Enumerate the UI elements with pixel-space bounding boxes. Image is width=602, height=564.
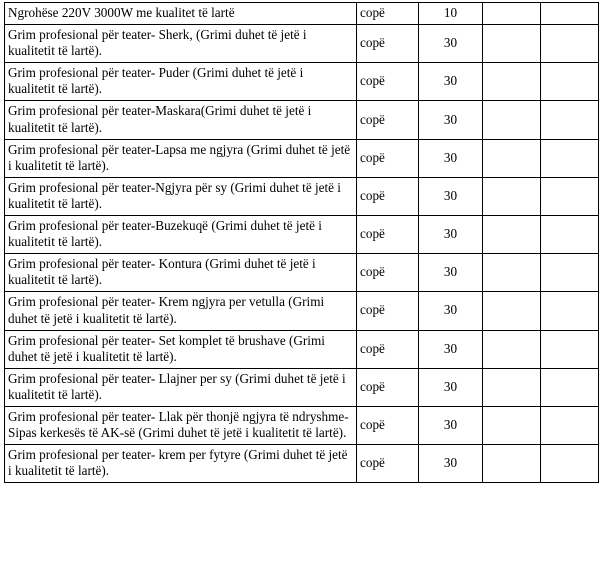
item-description: Ngrohëse 220V 3000W me kualitet të lartë — [8, 5, 235, 20]
item-unit-cell: copë — [357, 368, 419, 406]
item-description-cell — [5, 101, 357, 139]
table-row — [5, 25, 599, 63]
item-description-cell — [5, 445, 357, 483]
table-row — [5, 445, 599, 483]
items-table-body — [5, 3, 599, 483]
document-page — [0, 2, 602, 564]
item-price1-cell — [483, 25, 541, 63]
item-description: Grim profesional për teater- Set komplet të brushave (Grimi duhet të jetë i kualitetit të lartë). — [8, 332, 325, 364]
item-description-cell — [5, 216, 357, 254]
item-price1-cell — [483, 445, 541, 483]
item-quantity-cell: 30 — [419, 101, 483, 139]
item-quantity-cell: 30 — [419, 292, 483, 330]
table-row — [5, 101, 599, 139]
item-price1-cell — [483, 63, 541, 101]
item-price1-cell — [483, 368, 541, 406]
item-quantity-cell: 30 — [419, 330, 483, 368]
item-price1-cell — [483, 101, 541, 139]
item-description: Grim profesional për teater-Maskara(Grimi duhet të jetë i kualitetit të lartë). — [8, 103, 312, 135]
item-unit-cell: copë — [357, 330, 419, 368]
item-description: Grim profesional per teater- krem per fytyre (Grimi duhet të jetë i kualitetit të lartë). — [8, 447, 348, 479]
item-unit-cell: copë — [357, 445, 419, 483]
table-row — [5, 139, 599, 177]
item-quantity-cell: 30 — [419, 63, 483, 101]
item-description-cell — [5, 177, 357, 215]
item-unit-cell: copë — [357, 25, 419, 63]
item-quantity-cell: 30 — [419, 25, 483, 63]
item-price2-cell — [541, 368, 599, 406]
item-description: Grim profesional për teater-Lapsa me ngjyra (Grimi duhet të jetë i kualitetit të lartë). — [8, 141, 351, 173]
item-price1-cell — [483, 216, 541, 254]
item-quantity-cell: 30 — [419, 139, 483, 177]
item-price1-cell — [483, 406, 541, 444]
item-unit-cell: copë — [357, 63, 419, 101]
item-description: Grim profesional për teater- Puder (Grimi duhet të jetë i kualitetit të lartë). — [8, 65, 304, 97]
item-price2-cell — [541, 330, 599, 368]
item-price1-cell — [483, 254, 541, 292]
table-row — [5, 368, 599, 406]
item-unit-cell: copë — [357, 139, 419, 177]
table-row — [5, 406, 599, 444]
item-description: Grim profesional për teater- Llajner per sy (Grimi duhet të jetë i kualitetit të lartë). — [8, 370, 346, 402]
item-unit-cell: copë — [357, 3, 419, 25]
item-price2-cell — [541, 3, 599, 25]
item-description-cell — [5, 139, 357, 177]
table-row — [5, 254, 599, 292]
item-description-cell — [5, 330, 357, 368]
table-row — [5, 330, 599, 368]
item-quantity-cell: 30 — [419, 216, 483, 254]
item-price2-cell — [541, 216, 599, 254]
item-price2-cell — [541, 292, 599, 330]
item-price2-cell — [541, 63, 599, 101]
item-description: Grim profesional për teater- Krem ngjyra per vetulla (Grimi duhet të jetë i kualitetit të lartë). — [8, 294, 325, 326]
item-price2-cell — [541, 177, 599, 215]
item-quantity-cell: 10 — [419, 3, 483, 25]
item-description: Grim profesional për teater-Ngjyra për sy (Grimi duhet të jetë i kualitetit të lartë). — [8, 179, 341, 211]
table-row — [5, 216, 599, 254]
item-price2-cell — [541, 254, 599, 292]
item-description: Grim profesional për teater- Kontura (Grimi duhet të jetë i kualitetit të lartë). — [8, 256, 316, 288]
table-row — [5, 177, 599, 215]
items-table — [4, 2, 599, 483]
item-unit-cell: copë — [357, 254, 419, 292]
item-description: Grim profesional për teater- Llak për thonjë ngjyra të ndryshme-Sipas kerkesës të AK-së (Grimi duhet të jetë i kualitetit të lartë). — [8, 408, 349, 441]
item-unit-cell: copë — [357, 216, 419, 254]
item-price1-cell — [483, 139, 541, 177]
item-quantity-cell: 30 — [419, 254, 483, 292]
item-price2-cell — [541, 406, 599, 444]
item-price2-cell — [541, 101, 599, 139]
item-description-cell — [5, 368, 357, 406]
item-unit-cell: copë — [357, 101, 419, 139]
item-price2-cell — [541, 445, 599, 483]
item-description-cell — [5, 292, 357, 330]
item-description-cell — [5, 406, 357, 444]
table-row — [5, 3, 599, 25]
table-row — [5, 292, 599, 330]
item-quantity-cell: 30 — [419, 368, 483, 406]
item-quantity-cell: 30 — [419, 445, 483, 483]
item-quantity-cell: 30 — [419, 177, 483, 215]
item-price1-cell — [483, 177, 541, 215]
item-unit-cell: copë — [357, 406, 419, 444]
item-description: Grim profesional për teater- Sherk, (Grimi duhet të jetë i kualitetit të lartë). — [8, 27, 307, 59]
table-row — [5, 63, 599, 101]
item-price2-cell — [541, 25, 599, 63]
item-description-cell — [5, 63, 357, 101]
item-description-cell — [5, 254, 357, 292]
item-price1-cell — [483, 292, 541, 330]
item-unit-cell: copë — [357, 177, 419, 215]
item-quantity-cell: 30 — [419, 406, 483, 444]
item-unit-cell: copë — [357, 292, 419, 330]
item-description-cell — [5, 3, 357, 25]
item-price1-cell — [483, 330, 541, 368]
item-description: Grim profesional për teater-Buzekuqë (Grimi duhet të jetë i kualitetit të lartë). — [8, 218, 322, 250]
item-description-cell — [5, 25, 357, 63]
item-price1-cell — [483, 3, 541, 25]
item-price2-cell — [541, 139, 599, 177]
